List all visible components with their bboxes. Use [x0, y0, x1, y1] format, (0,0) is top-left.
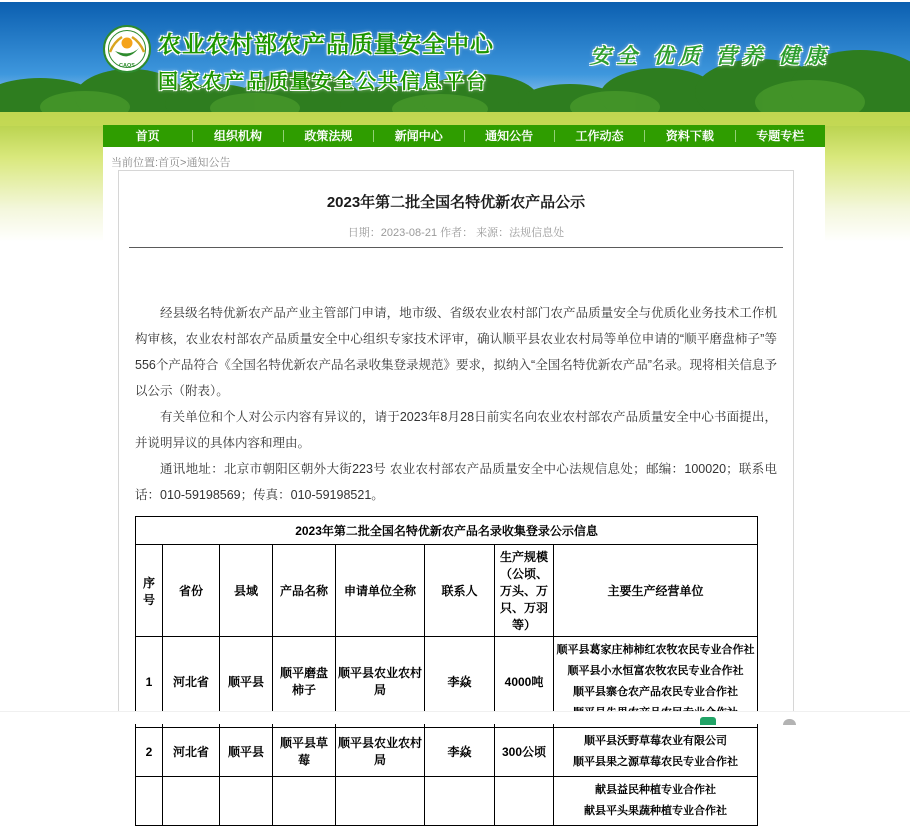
producer-line: 顺平县寨仓农产品农民专业合作社: [573, 686, 739, 698]
article-paragraph: 有关单位和个人对公示内容有异议的，请于2023年8月28日前实名向农业农村部农产品质量安全中心书面提出，并说明异议的具体内容和理由。: [135, 410, 777, 450]
nav-item-5[interactable]: 通知公告: [485, 129, 534, 143]
table-header-cell: 主要生产经营单位: [554, 545, 758, 637]
table-cell: 顺平县农业农村局: [336, 728, 425, 777]
article-meta: 日期：2023-08-21 作者： 来源：法规信息处: [347, 227, 565, 239]
floating-widget-gray-icon[interactable]: [783, 719, 796, 725]
table-cell: 顺平县草莓: [273, 728, 336, 777]
table-cell: 河北省: [163, 637, 220, 728]
producer-line: 献县益民种植专业合作社: [595, 784, 717, 796]
table-header-cell: 生产规模（公顷、万头、万只、万羽等）: [495, 545, 554, 637]
content-column: [103, 125, 825, 817]
table-cell: 顺平县: [220, 728, 273, 777]
article-paragraph: 经县级名特优新农产品产业主管部门申请，地市级、省级农业农村部门农产品质量安全与优质化业务技术工作机构审核，农业农村部农产品质量安全中心组织专家技术评审，确认顺平县农业农村局等单位申请的“顺平磨盘柿子”等556个产品符合《全国名特优新农产品名录收集登录规范》要求，拟纳入“全国名特优新农产品”名录。现将相关信息予以公示（附表）。: [135, 306, 777, 398]
table-header-cell: 申请单位全称: [336, 545, 425, 637]
table-cell: 顺平磨盘柿子: [273, 637, 336, 728]
producer-line: 顺平县果之源草莓农民专业合作社: [573, 756, 739, 768]
table-cell: 顺平县农业农村局: [336, 637, 425, 728]
bottom-strip: [0, 711, 910, 724]
nav-item-7[interactable]: 资料下载: [665, 129, 714, 143]
header-slogan: 安全 优质 营养 健康: [590, 45, 831, 68]
table-cell: [425, 777, 495, 826]
table-header-cell: 序号: [136, 545, 163, 637]
article-title: 2023年第二批全国名特优新农产品公示: [326, 194, 586, 211]
producer-line: 献县平头果蔬种植专业合作社: [584, 805, 728, 817]
table-row-2: [136, 728, 758, 777]
nav-item-6[interactable]: 工作动态: [575, 129, 624, 143]
logo-caqs-text: CAQS: [119, 63, 135, 69]
table-cell: 河北省: [163, 728, 220, 777]
table-cell: 1: [136, 637, 163, 728]
table-cell: 300公顷: [495, 728, 554, 777]
table-cell: [136, 777, 163, 826]
table-cell: 2: [136, 728, 163, 777]
site-subtitle: 国家农产品质量安全公共信息平台: [158, 71, 488, 93]
table-header-cell: 省份: [163, 545, 220, 637]
table-header-cell: 县域: [220, 545, 273, 637]
producer-line: 顺平县葛家庄柿柿红农牧农民专业合作社: [556, 644, 755, 656]
table-cell-producers: [554, 777, 758, 826]
table-cell: [273, 777, 336, 826]
table-cell: [495, 777, 554, 826]
floating-widget-green-icon[interactable]: [700, 717, 716, 725]
products-table: [135, 516, 758, 826]
nav-item-2[interactable]: 组织机构: [214, 129, 263, 143]
table-title: 2023年第二批全国名特优新农产品名录收集登录公示信息: [136, 517, 758, 545]
nav-item-4[interactable]: 新闻中心: [394, 129, 443, 143]
article-meta-divider: [129, 224, 783, 248]
site-title: 农业农村部农产品质量安全中心: [158, 31, 494, 57]
main-nav: [103, 125, 825, 147]
article-container: [118, 170, 794, 817]
table-row-3: [136, 777, 758, 826]
table-cell: 李焱: [425, 637, 495, 728]
article-body: [135, 300, 777, 508]
caqs-logo: [102, 24, 152, 74]
table-cell: [220, 777, 273, 826]
producer-line: 顺平县小水恒富农牧农民专业合作社: [567, 665, 744, 677]
breadcrumb: 当前位置:首页>通知公告: [111, 157, 231, 169]
table-cell: [336, 777, 425, 826]
nav-item-1[interactable]: 首页: [135, 129, 160, 143]
table-cell: 李焱: [425, 728, 495, 777]
article-paragraph: 通讯地址：北京市朝阳区朝外大街223号 农业农村部农产品质量安全中心法规信息处；邮编：100020；联系电话：010-59198569；传真：010-59198521。: [135, 462, 777, 502]
table-header-cell: 产品名称: [273, 545, 336, 637]
table-cell-producers: [554, 728, 758, 777]
table-header-row: [136, 545, 758, 637]
producer-line: 顺平县沃野草莓农业有限公司: [584, 735, 728, 747]
nav-item-8[interactable]: 专题专栏: [756, 129, 805, 143]
table-cell: 顺平县: [220, 637, 273, 728]
nav-item-3[interactable]: 政策法规: [304, 129, 353, 143]
table-cell: [163, 777, 220, 826]
table-cell: 4000吨: [495, 637, 554, 728]
table-header-cell: 联系人: [425, 545, 495, 637]
